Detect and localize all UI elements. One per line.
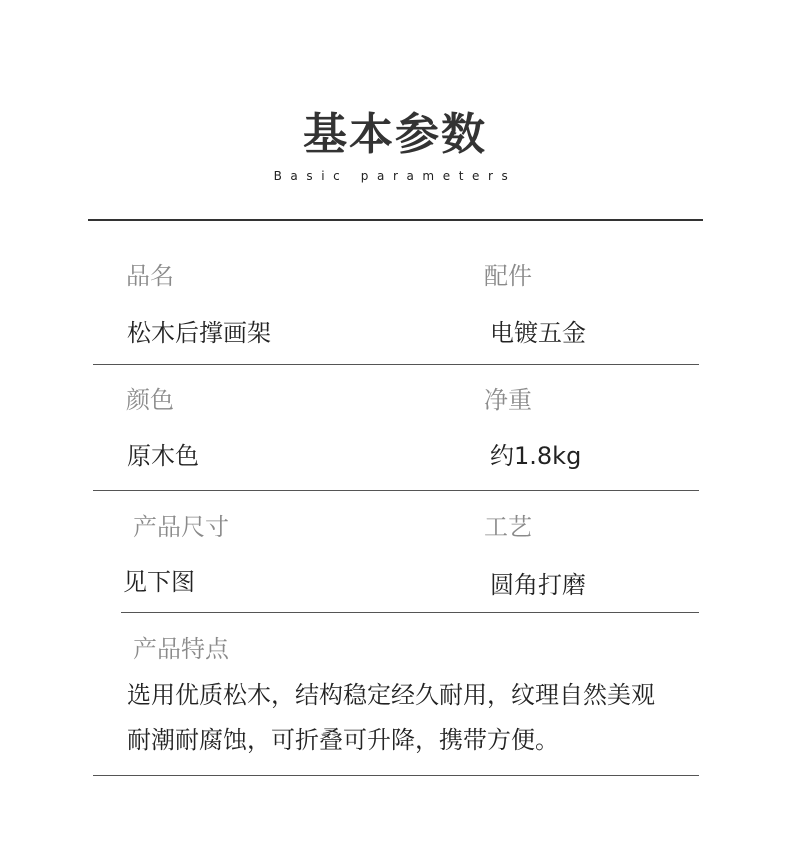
row-divider-2 <box>93 490 699 491</box>
row-divider-3 <box>121 612 699 613</box>
row-divider-1 <box>93 364 699 365</box>
product-name-label: 品名 <box>126 262 174 290</box>
page-title: 基本参数 <box>303 109 487 160</box>
features-line-1: 选用优质松木，结构稳定经久耐用，纹理自然美观 <box>127 681 655 709</box>
net-weight-value: 约1.8kg <box>490 442 582 470</box>
header-divider <box>88 219 703 221</box>
craft-value: 圆角打磨 <box>490 571 586 599</box>
craft-label: 工艺 <box>484 513 532 541</box>
product-name-value: 松木后撑画架 <box>127 319 271 347</box>
page-subtitle: Basic parameters <box>273 169 517 183</box>
color-value: 原木色 <box>127 442 199 470</box>
accessory-value: 电镀五金 <box>490 319 586 347</box>
net-weight-label: 净重 <box>484 386 532 414</box>
accessory-label: 配件 <box>484 262 532 290</box>
row-divider-4 <box>93 775 699 776</box>
features-label: 产品特点 <box>133 635 229 663</box>
features-line-2: 耐潮耐腐蚀，可折叠可升降，携带方便。 <box>127 726 559 754</box>
size-label: 产品尺寸 <box>133 513 229 541</box>
size-value: 见下图 <box>123 568 195 596</box>
color-label: 颜色 <box>126 386 174 414</box>
